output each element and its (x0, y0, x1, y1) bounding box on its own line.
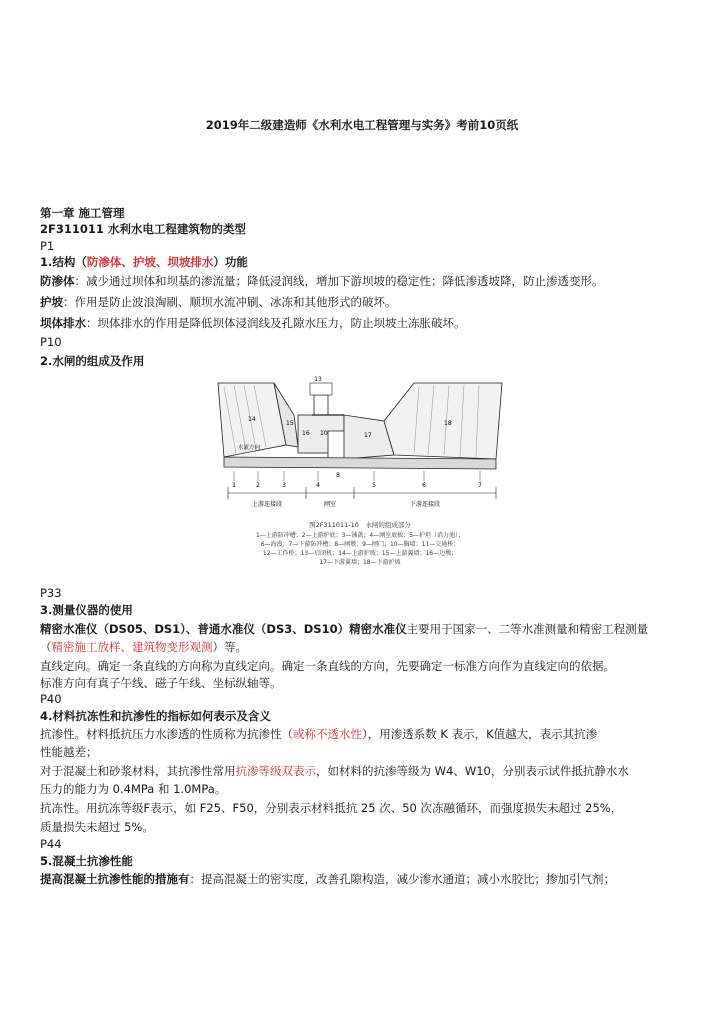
paragraph (40, 638, 680, 656)
label-16: 16 (302, 430, 310, 437)
paragraph (40, 762, 680, 780)
label-1: 1 (232, 482, 236, 489)
paragraph (40, 272, 680, 290)
sluice-diagram (214, 375, 506, 575)
paragraph: 抗冻性。用抗冻等级F表示，如 F25、F50，分别表示材料抵抗 25 次、50 次冻融循环，而强度损失未超过 25%， (40, 801, 623, 815)
section-code: 2F311011 水利水电工程建筑物的类型 (40, 222, 246, 236)
figure-caption-line: 6—海漫；7—下游防冲槽；8—闸墩；9—闸门；10—胸墙；11—交通桥； (260, 541, 460, 548)
paragraph (40, 725, 680, 743)
paragraph (40, 870, 680, 888)
page-ref: P10 (40, 335, 62, 349)
label-7: 7 (478, 482, 482, 489)
structure-heading (40, 253, 680, 271)
label-17: 17 (364, 432, 372, 439)
label-13: 13 (314, 376, 322, 383)
label-4: 4 (316, 482, 320, 489)
label-6: 6 (422, 482, 426, 489)
paragraph: 质量损失未超过 5%。 (40, 820, 154, 834)
document-title: 2019年二级建造师《水利水电工程管理与实务》考前10页纸 (205, 118, 519, 132)
paragraph: 直线定向。确定一条直线的方向称为直线定向。确定一条直线的方向，先要确定一标准方向作为直线定向的依据。 (40, 659, 615, 673)
definition: ：提高混凝土的密实度，改善孔隙构造，减少渗水通道；减小水胶比；掺加引气剂； (189, 872, 615, 886)
definition: ：减少通过坝体和坝基的渗流量；降低浸润线，增加下游坝坡的稳定性；降低渗透坡降，防止渗透变形。 (74, 274, 604, 288)
term: 坝体排水 (40, 316, 86, 330)
paragraph (40, 293, 680, 311)
term: 防渗体 (40, 274, 75, 288)
structure-heading-highlight: 防渗体、护坡、坝坡排水 (86, 255, 214, 269)
label-18: 18 (444, 420, 452, 427)
segment-chamber: 闸室 (323, 501, 337, 508)
label-2: 2 (256, 482, 260, 489)
highlight: 抗渗等级双表示 (235, 764, 316, 778)
definition: ：作用是防止波浪淘刷、顺坝水流冲刷、冰冻和其他形式的破坏。 (63, 295, 397, 309)
flow-direction-label: 水流方向 (238, 445, 261, 451)
label-8: 8 (336, 472, 340, 479)
paragraph (40, 620, 680, 638)
highlight: 或称不透水性 (293, 727, 362, 741)
page-ref: P40 (40, 692, 62, 706)
term: 护坡 (40, 295, 63, 309)
figure-caption-line: 17—下游翼墙；18—下游护坡 (319, 559, 401, 566)
segment-downstream: 下游连接段 (409, 501, 441, 508)
term: 精密水准仪（DS05、DS1）、普通水准仪（DS3、DS10）精密水准仪 (40, 622, 407, 636)
paren-close: ）等。 (212, 640, 247, 654)
figure-caption-title: 图2F311011-10 水闸的组成部分 (309, 521, 411, 529)
definition: ：坝体排水的作用是降低坝体浸润线及孔隙水压力，防止坝坡土冻胀破坏。 (86, 316, 466, 330)
paren-open: （ (40, 640, 52, 654)
paragraph (40, 314, 680, 332)
section-heading: 3.测量仪器的使用 (40, 603, 133, 617)
definition: 主要用于国家一、二等水准测量和精密工程测量 (406, 622, 649, 636)
sluice-drawing (214, 375, 506, 515)
paragraph: 压力的能力为 0.4MPa 和 1.0MPa。 (40, 782, 227, 796)
page-ref: P44 (40, 837, 62, 851)
label-10: 10 (320, 430, 328, 437)
figure-caption-line: 1—上游防冲槽；2—上游护底；3—铺盖；4—闸室底板；5—护坦（消力池）； (255, 532, 465, 539)
figure-caption-line: 12—工作桥；13—启闭机；14—上游护坡；15—上游翼墙；16—边墩； (262, 550, 458, 557)
highlight: 精密施工放样、建筑物变形观测 (51, 640, 213, 654)
term: 提高混凝土抗渗性能的措施有 (40, 872, 190, 886)
text: ，如材料的抗渗等级为 W4、W10，分别表示试件抵抗静水水 (316, 764, 629, 778)
page-ref: P1 (40, 239, 55, 253)
text: ），用渗透系数 K 表示，K值越大，表示其抗渗 (362, 727, 598, 741)
page-ref: P33 (40, 586, 62, 600)
structure-heading-suffix: ）功能 (213, 255, 248, 269)
label-14: 14 (248, 416, 256, 423)
chapter-heading: 第一章 施工管理 (40, 206, 125, 220)
paragraph: 性能越差； (40, 745, 98, 759)
section-heading: 5.混凝土抗渗性能 (40, 854, 133, 868)
label-15: 15 (286, 420, 294, 427)
structure-heading-prefix: 1.结构（ (40, 255, 87, 269)
section-heading: 2.水闸的组成及作用 (40, 354, 145, 368)
text: 对于混凝土和砂浆材料，其抗渗性常用 (40, 764, 236, 778)
text: 抗渗性。材料抵抗压力水渗透的性质称为抗渗性（ (40, 727, 293, 741)
paragraph: 标准方向有真子午线、磁子午线、坐标纵轴等。 (40, 676, 282, 690)
label-5: 5 (372, 482, 376, 489)
segment-upstream: 上游连接段 (251, 501, 283, 508)
section-heading: 4.材料抗冻性和抗渗性的指标如何表示及含义 (40, 709, 271, 723)
label-3: 3 (282, 482, 286, 489)
